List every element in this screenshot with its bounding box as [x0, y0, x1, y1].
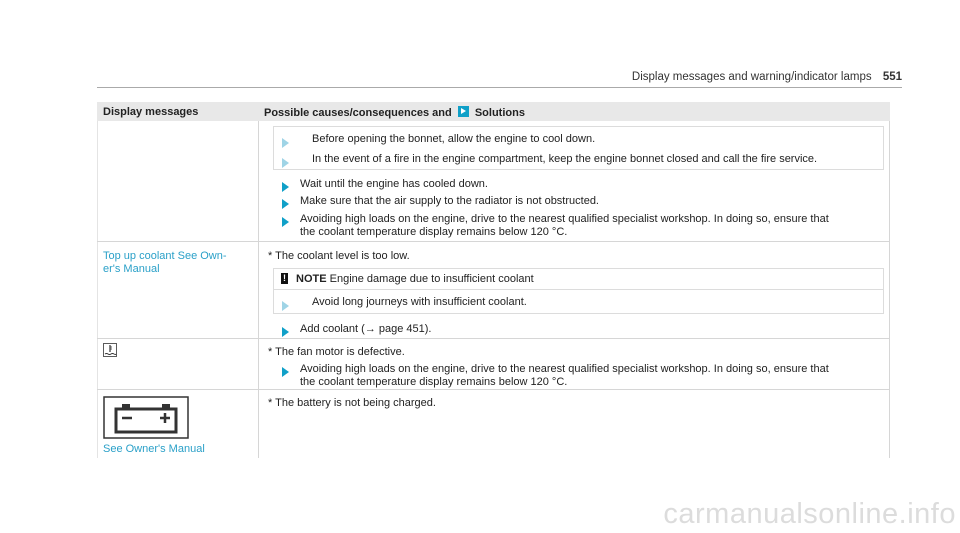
solution-item: Make sure that the air supply to the radiator is not obstructed.: [300, 195, 599, 207]
battery-icon: [103, 396, 189, 439]
cause-text: * The battery is not being charged.: [268, 397, 436, 409]
message-top-up-coolant[interactable]: Top up coolant See Own-: [103, 250, 227, 262]
note-text: Engine damage due to insufficient coolant: [329, 273, 534, 285]
solution-item: Add coolant (→ page 451).: [300, 323, 432, 335]
bullet-arrow-icon: [282, 154, 289, 172]
cause-text: * The coolant level is too low.: [268, 250, 410, 262]
solution-item: Avoiding high loads on the engine, drive to the nearest qualified specialist workshop. In doing so, ensure that: [300, 363, 829, 375]
bullet-arrow-icon: [282, 323, 289, 341]
row-divider: [97, 389, 890, 390]
solution-item-cont: the coolant temperature display remains below 120 °C.: [300, 226, 568, 238]
bullet-arrow-icon: [282, 195, 289, 213]
page-header: [632, 71, 902, 83]
note-label: NOTE: [296, 273, 327, 285]
row-divider: [97, 241, 890, 242]
message-top-up-coolant-cont[interactable]: er's Manual: [103, 263, 160, 275]
exclamation-icon: !: [283, 273, 286, 283]
watermark: carmanualsonline.info: [663, 498, 956, 530]
solution-arrow-icon: [458, 106, 469, 117]
table-header: [97, 102, 890, 121]
table-right-edge: [889, 121, 890, 458]
col-causes-solutions: Possible causes/consequences and Solutions: [264, 107, 525, 119]
solution-item: Avoiding high loads on the engine, drive to the nearest qualified specialist workshop. In doing so, ensure that: [300, 213, 829, 225]
header-title: Display messages and warning/indicator lamps: [631, 71, 872, 83]
header-rule: [97, 87, 902, 88]
row-divider: [97, 338, 890, 339]
bullet-arrow-icon: [282, 178, 289, 196]
solution-item-cont: the coolant temperature display remains below 120 °C.: [300, 376, 568, 388]
note-item: Avoid long journeys with insufficient coolant.: [312, 296, 527, 308]
page-number: 551: [882, 71, 902, 83]
table-left-edge: [97, 121, 98, 458]
solution-item: Wait until the engine has cooled down.: [300, 178, 488, 190]
column-divider: [258, 121, 259, 458]
bullet-arrow-icon: [282, 297, 289, 315]
box-item: Before opening the bonnet, allow the engine to cool down.: [312, 133, 596, 145]
warning-box: [273, 126, 884, 170]
cause-text: * The fan motor is defective.: [268, 346, 405, 358]
message-see-owners-manual[interactable]: See Owner's Manual: [103, 443, 205, 455]
note-item-box: [273, 289, 884, 314]
bullet-arrow-icon: [282, 134, 289, 152]
box-item: In the event of a fire in the engine compartment, keep the engine bonnet closed and call the fire service.: [312, 153, 818, 165]
bullet-arrow-icon: [282, 363, 289, 381]
note-box: [273, 268, 884, 290]
bullet-arrow-icon: [282, 213, 289, 231]
coolant-temperature-icon: [103, 343, 117, 357]
col-display-messages: Display messages: [103, 106, 199, 118]
